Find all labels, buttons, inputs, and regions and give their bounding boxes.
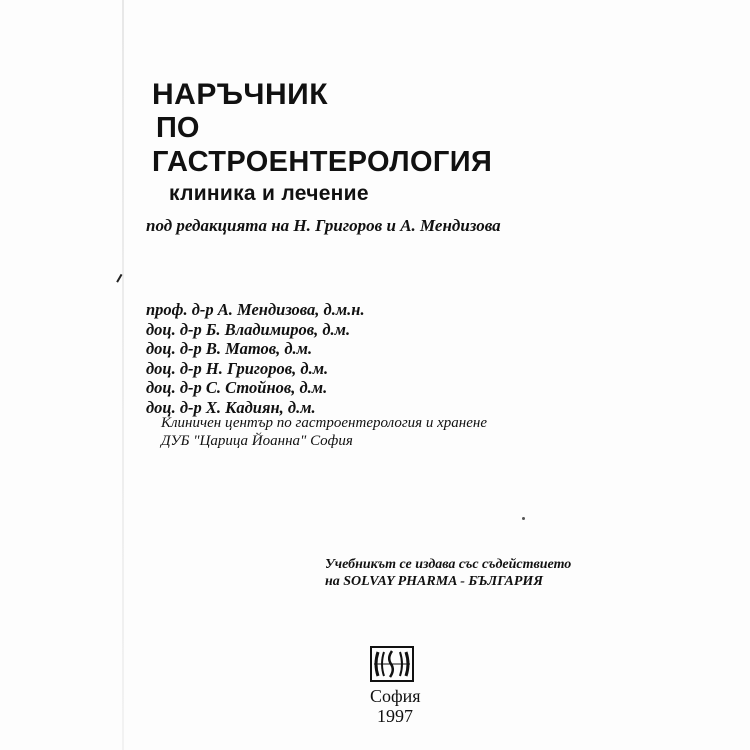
publisher-logo-icon bbox=[370, 646, 414, 682]
institution-line-1: Клиничен център по гастроентерология и хранене bbox=[161, 415, 488, 431]
author-item: доц. д-р В. Матов, д.м. bbox=[146, 339, 313, 358]
scan-mark bbox=[116, 274, 127, 285]
author-item: доц. д-р Б. Владимиров, д.м. bbox=[146, 319, 351, 339]
authors-list bbox=[146, 300, 365, 417]
sponsor-line-2: на SOLVAY PHARMA - БЪЛГАРИЯ bbox=[325, 574, 543, 589]
institution-block bbox=[161, 414, 487, 450]
title-line-3: ГАСТРОЕНТЕРОЛОГИЯ bbox=[152, 146, 493, 178]
author-item: доц. д-р Х. Кадиян, д.м. bbox=[146, 397, 316, 417]
editors-line: под редакцията на Н. Григоров и А. Мендизова bbox=[146, 216, 501, 235]
sponsor-line-1: Учебникът се издава със съдействието bbox=[325, 557, 572, 572]
author-item: доц. д-р Н. Григоров, д.м. bbox=[146, 358, 329, 378]
author-item: доц. д-р С. Стойнов, д.м. bbox=[146, 378, 328, 397]
title-line-1: НАРЪЧНИК bbox=[152, 78, 329, 111]
book-subtitle: клиника и лечение bbox=[169, 182, 369, 205]
title-line-2: ПО bbox=[156, 112, 200, 144]
scan-speck bbox=[522, 517, 525, 520]
institution-line-2: ДУБ "Царица Йоанна" София bbox=[161, 433, 353, 449]
author-item: проф. д-р А. Мендизова, д.м.н. bbox=[146, 300, 365, 319]
publication-year: 1997 bbox=[377, 706, 413, 726]
sponsor-note bbox=[325, 556, 571, 590]
publisher-city: София bbox=[370, 686, 421, 706]
scan-shadow bbox=[122, 0, 124, 750]
